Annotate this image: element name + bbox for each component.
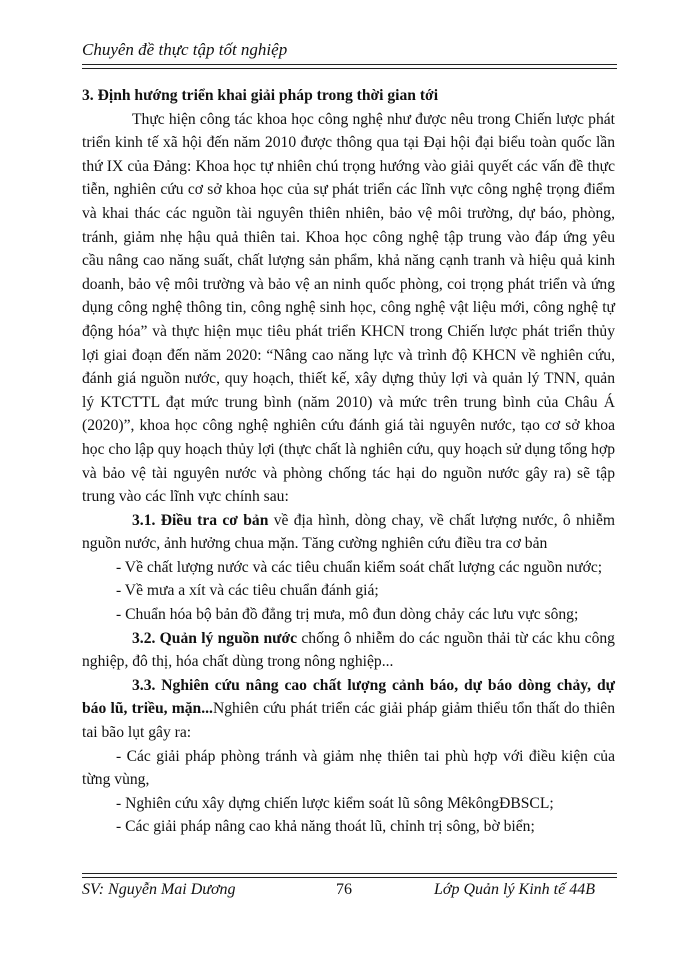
subsection-3-1-text: về địa hình, dòng chay, về chất lượng nước, ô nhiễm nguồn nước, ảnh hưởng chua mặn. Tăng cường nghiên cứu điều tra cơ bản bbox=[82, 511, 615, 553]
header-divider bbox=[82, 64, 617, 69]
list-item: - Về mưa a xít và các tiêu chuẩn đánh giá; bbox=[116, 582, 379, 600]
subsection-3-1-title: 3.1. Điều tra cơ bản bbox=[132, 511, 269, 529]
page-header bbox=[82, 40, 617, 60]
list-item: - Về chất lượng nước và các tiêu chuẩn kiểm soát chất lượng các nguồn nước; bbox=[116, 558, 603, 576]
subsection-3-3-title: 3.3. Nghiên cứu nâng cao chất lượng cảnh báo, dự báo dòng chảy, dự báo lũ, triều, mặn... bbox=[82, 676, 615, 718]
list-item: - Chuẩn hóa bộ bản đồ đẳng trị mưa, mô đun dòng chảy các lưu vực sông; bbox=[116, 606, 579, 624]
list-item: - Các giải pháp phòng tránh và giảm nhẹ thiên tai phù hợp với điều kiện của từng vùng, bbox=[82, 747, 615, 789]
subsection-3-2-title: 3.2. Quản lý nguồn nước bbox=[132, 629, 298, 647]
subsection-3-2 bbox=[82, 627, 615, 674]
subsection-3-3 bbox=[82, 674, 615, 745]
footer-class: Lớp Quản lý Kinh tế 44B bbox=[434, 881, 595, 898]
footer-student: SV: Nguyễn Mai Dương bbox=[82, 881, 236, 898]
footer-divider bbox=[82, 873, 617, 878]
subsection-3-3-text: Nghiên cứu phát triển các giải pháp giảm thiểu tổn thất do thiên tai bão lụt gây ra: bbox=[82, 700, 615, 742]
page-number: 76 bbox=[336, 881, 352, 898]
list-item: - Nghiên cứu xây dựng chiến lược kiểm soát lũ sông MêkôngĐBSCL; bbox=[116, 794, 554, 812]
document-body bbox=[82, 84, 615, 839]
list-item: - Các giải pháp nâng cao khả năng thoát lũ, chỉnh trị sông, bờ biển; bbox=[116, 818, 535, 836]
section-heading: 3. Định hướng triển khai giải pháp trong thời gian tới bbox=[82, 87, 439, 104]
intro-paragraph: Thực hiện công tác khoa học công nghệ như được nêu trong Chiến lược phát triển kinh tế xã hội đến năm 2010 được thông qua tại Đại hội đại biểu toàn quốc lần thứ IX của Đảng: Khoa học tự nhiên chú trọng hướng vào giải quyết các vấn đề thực tiễn, nghiên cứu cơ sở khoa học của sự phát triển các lĩnh vực công nghệ trọng điểm và khai thác các nguồn tài nguyên thiên nhiên, bảo vệ môi trường, dự báo, phòng, tránh, giảm nhẹ hậu quả thiên tai. Khoa học công nghệ tập trung vào đáp ứng yêu cầu nâng cao năng suất, chất lượng sản phẩm, khả năng cạnh tranh và hiệu quả kinh doanh, bảo vệ môi trường và bảo vệ an ninh quốc phòng, coi trọng phát triển và ứng dụng công nghệ thông tin, công nghệ sinh học, công nghệ vật liệu mới, công nghệ tự động hóa” và thực hiện mục tiêu phát triển KHCN trong Chiến lược phát triển thủy lợi giai đoạn đến năm 2020: “Nâng cao năng lực và trình độ KHCN về nghiên cứu, đánh giá nguồn nước, quy hoạch, thiết kế, xây dựng thủy lợi và quản lý TNN, quản lý KTCTTL đạt mức trung bình (năm 2010) và mức trên trung bình của Châu Á (2020)”, khoa học công nghệ nghiên cứu đánh giá tài nguyên nước, tạo cơ sở khoa học cho lập quy hoạch thủy lợi (thực chất là nghiên cứu, quy hoạch sử dụng tổng hợp và bảo vệ tài nguyên nước và phòng chống tác hại do nguồn nước gây ra) sẽ tập trung vào các lĩnh vực chính sau: bbox=[82, 110, 615, 506]
subsection-3-2-text: chống ô nhiễm do các nguồn thải từ các khu công nghiệp, đô thị, hóa chất dùng trong nông nghiệp... bbox=[82, 629, 615, 671]
header-title: Chuyên đề thực tập tốt nghiệp bbox=[82, 40, 288, 59]
subsection-3-1 bbox=[82, 509, 615, 556]
